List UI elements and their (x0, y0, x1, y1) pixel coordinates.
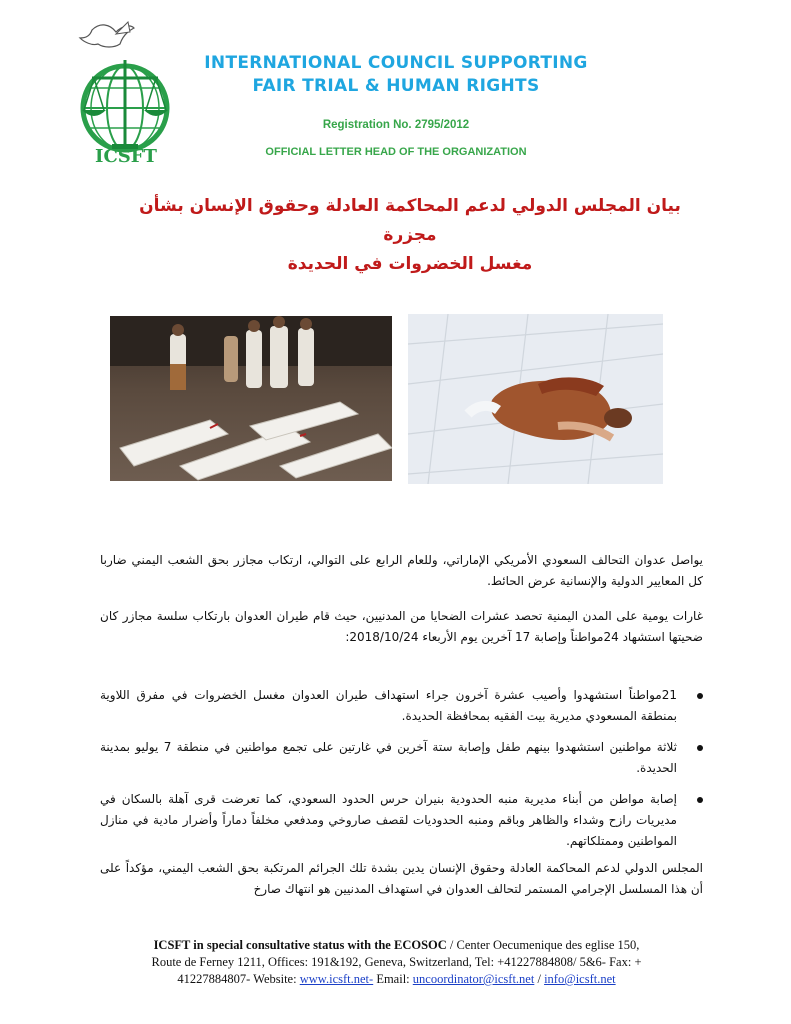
list-item (100, 789, 703, 852)
list-item-text: 21مواطناً استشهدوا وأصيب عشرة آخرون جراء استهداف طيران العدوان مغسل الخضروات في مفرق اللاوية بمنطقة المسعودي مديرية بيت الفقيه بمحافظة الحديدة. (100, 688, 677, 723)
footer-line1 (100, 937, 693, 954)
title-line1: بيان المجلس الدولي لدعم المحاكمة العادلة وحقوق الإنسان بشأن مجزرة (139, 196, 681, 245)
email-link-info[interactable]: info@icsft.net (544, 972, 616, 986)
paragraph-1: يواصل عدوان التحالف السعودي الأمريكي الإماراتي، وللعام الرابع على التوالي، ارتكاب مجازر بحق الشعب اليمني ضاربا كل المعايير الدولية والإنسانية عرض الحائط. (100, 553, 703, 588)
registration-number: Registration No. 2795/2012 (322, 119, 470, 131)
footer-line3 (100, 971, 693, 988)
letterhead-label: OFFICIAL LETTER HEAD OF THE ORGANIZATION (265, 146, 527, 158)
email-label: Email: (373, 972, 413, 986)
bullet-icon (697, 745, 703, 751)
website-link[interactable]: www.icsft.net- (299, 972, 374, 986)
organization-logo (70, 20, 180, 170)
consultative-status: ICSFT in special consultative status with the ECOSOC (153, 938, 447, 952)
list-item (100, 737, 703, 779)
email-link-coordinator[interactable]: uncoordinator@icsft.net (412, 972, 535, 986)
bullet-icon (697, 797, 703, 803)
paragraph-3: المجلس الدولي لدعم المحاكمة العادلة وحقوق الإنسان يدين بشدة تلك الجرائم المرتكبة بحق الشعب اليمني، مؤكداً على أن هذا المسلسل الإجرامي المستمر لتحالف العدوان في استهداف المدنيين هو انتهاك صارخ (100, 861, 703, 896)
footer-contact (100, 937, 693, 988)
photo-right (408, 314, 663, 484)
list-item-text: ثلاثة مواطنين استشهدوا بينهم طفل وإصابة ستة آخرين في غارتين على تجمع مواطنين في منطقة 7 يوليو بمدينة الحديدة. (100, 740, 677, 775)
organization-name (170, 52, 622, 98)
org-name-line1: INTERNATIONAL COUNCIL SUPPORTING (204, 53, 588, 73)
list-item-text: إصابة مواطن من أبناء مديرية منبه الحدودية بنيران حرس الحدود السعودي، كما تعرضت قرى آهلة بالسكان في مديريات رازح وشداء والظاهر وباقم ومنبه الحدوديات لقصف صاروخي ومدفعي مخلفاً دماراً وأضرار مادية في منازل المواطنين وممتلكاتهم. (100, 792, 677, 848)
incident-list (100, 685, 723, 862)
title-line2: مغسل الخضروات في الحديدة (287, 254, 533, 274)
bullet-icon (697, 693, 703, 699)
logo-text: ICSFT (95, 146, 157, 167)
footer-line2: Route de Ferney 1211, Offices: 191&192, Geneva, Switzerland, Tel: +41227884808/ 5&6- Fax: + (151, 955, 642, 969)
email-separator: / (534, 972, 545, 986)
list-item (100, 685, 703, 727)
photo-left (110, 316, 392, 481)
statement-title (110, 192, 710, 279)
org-name-line2: FAIR TRIAL & HUMAN RIGHTS (252, 76, 540, 96)
paragraph-2: غارات يومية على المدن اليمنية تحصد عشرات الضحايا من المدنيين، حيث قام طيران العدوان بارتكاب سلسة مجازر كان ضحيتها استشهاد 24مواطناً وإصابة 17 آخرين يوم الأربعاء 2018/10/24: (100, 609, 703, 644)
address-part1: / Center Oecumenique des eglise 150, (446, 938, 640, 952)
fax-website-label: 41227884807- Website: (177, 972, 300, 986)
